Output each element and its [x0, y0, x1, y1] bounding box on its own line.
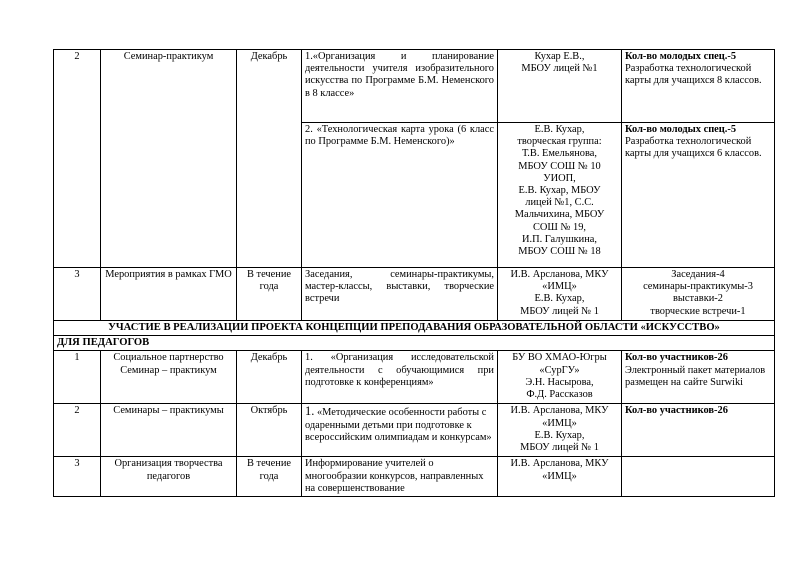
responsible-line: И.П. Галушкина,: [521, 233, 597, 245]
responsible-line: УИОП,: [543, 172, 576, 184]
event-topic: 2. «Технологическая карта урока (6 класс по Программе Б.М. Неменского)»: [302, 123, 498, 268]
responsible-line: МБОУ лицей № 1: [520, 442, 599, 454]
event-topic: Информирование учителей о многообразии конкурсов, направленных на совершенствование: [302, 457, 498, 497]
plan-table: [53, 49, 775, 497]
responsible-line: Т.В. Емельянова,: [521, 148, 597, 160]
responsible-line: «ИМЦ»: [542, 470, 577, 482]
event-topic: Заседания, семинары-практикумы, мастер-классы, выставки, творческие встречи: [302, 268, 498, 321]
responsible-line: МБОУ лицей № 1: [520, 305, 599, 317]
event-date: Декабрь: [237, 351, 302, 404]
section-header-row: [54, 321, 775, 336]
event-result: [622, 268, 775, 321]
event-date: Октябрь: [237, 404, 302, 457]
responsible-line: лицей №1, С.С.: [525, 197, 594, 209]
event-responsible: [498, 50, 622, 123]
row-number: 3: [54, 268, 101, 321]
row-number: 2: [54, 404, 101, 457]
event-responsible: [498, 404, 622, 457]
responsible-line: «СурГУ»: [539, 364, 580, 376]
result-count: Кол-во молодых спец.-5: [625, 51, 737, 62]
result-text: Разработка технологической карты для учащихся 6 классов.: [625, 136, 762, 160]
event-result: [622, 123, 775, 268]
responsible-line: Мальчихина, МБОУ: [514, 209, 605, 221]
row-number: 1: [54, 351, 101, 404]
topic-number: 1.: [305, 404, 315, 419]
subsection-header: ДЛЯ ПЕДАГОГОВ: [54, 336, 775, 351]
event-name: Семинары – практикумы: [101, 404, 237, 457]
result-line: выставки-2: [673, 293, 723, 305]
responsible-line: Ф.Д. Рассказов: [526, 389, 593, 401]
event-responsible: [498, 351, 622, 404]
responsible-line: МБОУ лицей №1: [521, 63, 598, 75]
event-topic: 1. «Организация исследовательской деятельности с обучающимися при подготовке к конференциям»: [302, 351, 498, 404]
event-result: [622, 457, 775, 497]
responsible-line: Е.В. Кухар,: [534, 293, 585, 305]
event-name: Социальное партнерство Семинар – практикум: [101, 351, 237, 404]
result-count: Кол-во участников-26: [625, 405, 728, 417]
responsible-line: «ИМЦ»: [542, 417, 577, 429]
responsible-line: БУ ВО ХМАО-Югры: [512, 352, 607, 364]
responsible-line: СОШ № 19,: [532, 221, 586, 233]
result-line: семинары-практикумы-3: [643, 281, 753, 293]
event-topic: 1.«Организация и планирование деятельности учителя изобразительного искусства по Программе Б.М. Неменского в 8 классе»: [302, 50, 498, 123]
responsible-line: Э.Н. Насырова,: [525, 376, 594, 388]
table-row: [54, 457, 775, 497]
result-text: Электронный пакет материалов размещен на сайте Surwiki: [625, 364, 766, 388]
responsible-line: И.В. Арсланова, МКУ: [510, 405, 609, 417]
responsible-line: Е.В. Кухар, МБОУ: [518, 185, 601, 197]
responsible-line: Е.В. Кухар,: [534, 124, 585, 135]
responsible-line: И.В. Арсланова, МКУ: [510, 458, 609, 470]
row-number: 3: [54, 457, 101, 497]
topic-text: «Методические особенности работы с одаренными детьми при подготовке к всероссийским олимпиадам и конкурсам»: [305, 407, 492, 443]
responsible-line: И.В. Арсланова, МКУ: [510, 269, 609, 280]
result-count: Кол-во участников-26: [625, 352, 728, 364]
result-line: Заседания-4: [671, 269, 725, 280]
responsible-line: МБОУ СОШ № 10: [518, 160, 601, 172]
event-result: [622, 404, 775, 457]
event-responsible: [498, 268, 622, 321]
event-name: Мероприятия в рамках ГМО: [101, 268, 237, 321]
table-row: [54, 268, 775, 321]
responsible-line: «ИМЦ»: [542, 281, 577, 293]
event-topic: [302, 404, 498, 457]
event-responsible: [498, 123, 622, 268]
event-name: Организация творчества педагогов: [101, 457, 237, 497]
subsection-header-row: [54, 336, 775, 351]
responsible-line: Кухар Е.В.,: [534, 51, 585, 62]
section-header: УЧАСТИЕ В РЕАЛИЗАЦИИ ПРОЕКТА КОНЦЕПЦИИ ПРЕПОДАВАНИЯ ОБРАЗОВАТЕЛЬНОЙ ОБЛАСТИ «ИСКУССТВО»: [54, 321, 775, 336]
responsible-line: творческая группа:: [517, 136, 602, 148]
result-line: творческие встречи-1: [650, 305, 746, 317]
event-date: Декабрь: [237, 50, 302, 268]
responsible-line: МБОУ СОШ № 18: [518, 246, 601, 258]
event-date: В течение года: [237, 268, 302, 321]
event-name: Семинар-практикум: [101, 50, 237, 268]
responsible-line: Е.В. Кухар,: [534, 429, 585, 441]
table-row: [54, 50, 775, 123]
result-count: Кол-во молодых спец.-5: [625, 124, 737, 135]
event-date: В течение года: [237, 457, 302, 497]
result-text: Разработка технологической карты для учащихся 8 классов.: [625, 63, 762, 87]
event-result: [622, 50, 775, 123]
table-row: [54, 404, 775, 457]
event-responsible: [498, 457, 622, 497]
row-number: 2: [54, 50, 101, 268]
event-result: [622, 351, 775, 404]
table-row: [54, 351, 775, 404]
